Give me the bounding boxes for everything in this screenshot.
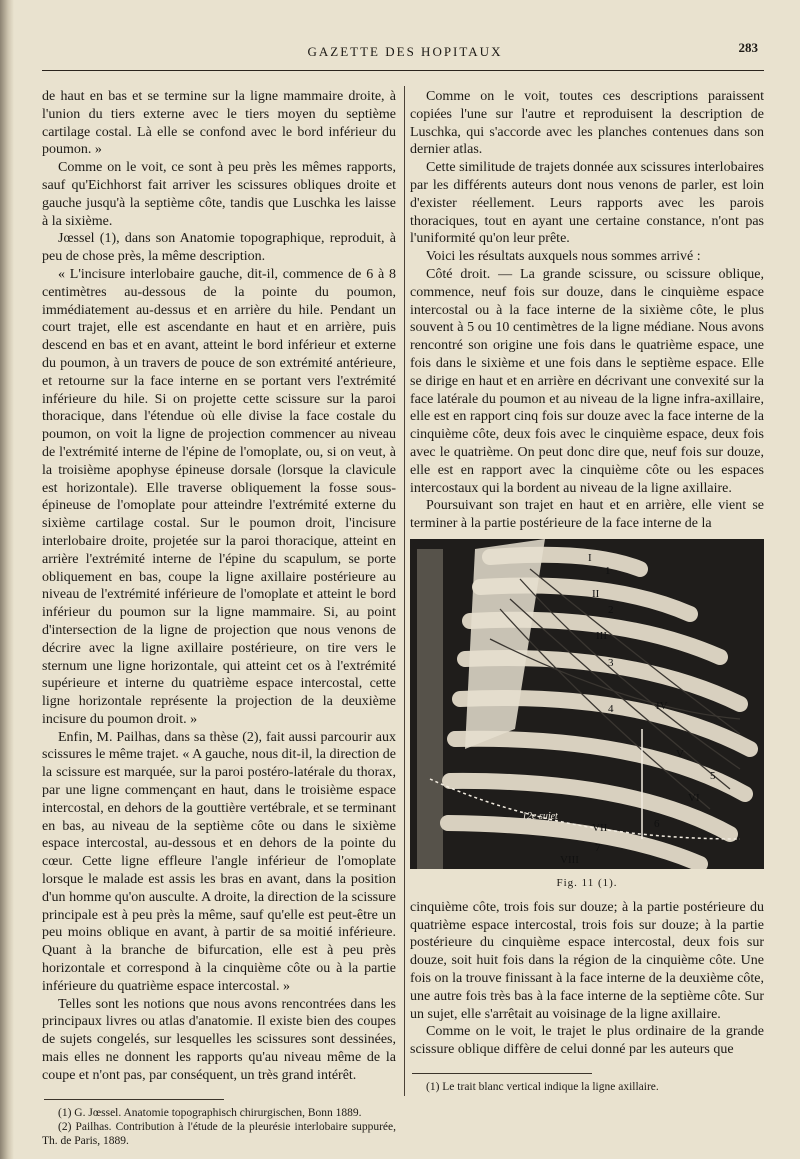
figure-caption: Fig. 11 (1).	[556, 876, 618, 889]
paragraph: de haut en bas et se termine sur la ligne mammaire droite, à l'union du tiers externe avec le tiers moyen du septième cartilage costal. Là elle se confond avec le bord inférieur du poumon. »	[42, 89, 396, 158]
figure-label: I	[588, 551, 592, 564]
rib-cage-engraving	[410, 539, 764, 869]
figure-label: 4	[608, 702, 614, 715]
footnote: (1) G. Jœssel. Anatomie topographisch chirurgischen, Bonn 1889.	[58, 1106, 362, 1119]
figure-label: 5	[710, 769, 716, 782]
paragraph: Voici les résultats auxquels nous sommes arrivé :	[426, 249, 701, 265]
figure-label: 2	[608, 603, 614, 616]
paragraph: cinquième côte, trois fois sur douze; à la partie postérieure du quatrième espace intercostal, trois fois sur douze; à la partie postérieure du cinquième espace intercostal, deux fois sur douze, soit huit fois dans la région de la cinquième côte. Une fois on la trouve finissant à la face interne de la deuxième côte, une autre fois très bas à la face interne de la septième côte. Sur un sujet, elle s'arrêtait au voisinage de la ligne axillaire.	[410, 899, 764, 1022]
figure-label: VI	[688, 791, 700, 804]
figure-label: 1	[605, 564, 611, 577]
figure-label: V	[676, 747, 684, 760]
running-title: GAZETTE DES HOPITAUX	[307, 44, 503, 59]
page-header	[40, 40, 770, 64]
figure-label: 3	[608, 656, 614, 669]
figure-label: 7	[595, 841, 601, 854]
paragraph: Comme on le voit, le trajet le plus ordinaire de la grande scissure oblique diffère de celui donné par les auteurs que	[410, 1024, 764, 1058]
header-rule	[42, 70, 764, 71]
figure-label: VIII	[560, 853, 579, 866]
paragraph: Côté droit. — La grande scissure, ou scissure oblique, commence, neuf fois sur douze, dans le cinquième espace intercostal ou à la face interne de la sixième côte, le plus souvent à 5 ou 10 centimètres de la ligne médiane. Nous avons rencontré son origine une fois dans le quatrième espace, une fois dans le sixième et une fois dans le septième espace. Elle se dirige en haut et en arrière en décrivant une convexité sur la face latérale du poumon et au niveau de la ligne infra-axillaire, elle est en rapport cinq fois sur douze avec la face interne de la cinquième côte, deux fois avec le cinquième espace, deux fois avec le quatrième. On peut donc dire que, neuf fois sur douze, elle est en rapport avec la cinquième côte ou les espaces intercostaux qui la bordent au niveau de la ligne axillaire.	[410, 266, 764, 496]
paragraph: Telles sont les notions que nous avons rencontrées dans les principaux livres ou atlas d'anatomie. Il existe bien des coupes de sujets congelés, sur lesquelles les scissures sont dessinées, mais elles ne donnent les rapports qu'au niveau même de la coupe et n'ont pas, par conséquent, un très grand intérêt.	[42, 996, 396, 1083]
footnote: (1) Le trait blanc vertical indique la ligne axillaire.	[426, 1080, 659, 1093]
column-divider	[404, 86, 405, 1096]
page-number: 283	[738, 40, 758, 55]
anatomical-figure	[410, 539, 764, 893]
figure-label: 12e sujet	[522, 810, 558, 822]
rib-cage-illustration	[410, 539, 764, 869]
footnote: (2) Pailhas. Contribution à l'étude de la pleurésie interlobaire suppurée, Th. de Paris, 1889.	[42, 1120, 396, 1147]
paragraph: Enfin, M. Pailhas, dans sa thèse (2), fait aussi parcourir aux scissures le même trajet. « A gauche, nous dit-il, la direction de la scissure est marquée, sur la paroi postéro-latérale du thorax, par une ligne commençant en haut, dans le troisième espace intercostal, en dehors de la gouttière vertébrale, et se terminant en bas, au niveau de la septième côte ou dans le sixième espace intercostal, au-dessous et en dehors de la pointe du cœur. Cette ligne effleure l'angle inférieur de l'omoplate lorsque le malade est assis les bras en avant, dans la position d'un homme qu'on ausculte. A droite, la direction de la scissure principale est à peu près la même, sauf qu'elle est peut-être un peu moins oblique en avant, à partir de sa moitié inférieure. Quant à la branche de bifurcation, elle est à peu près horizontale et correspond à la cinquième côte ou à la partie inférieure du quatrième espace intercostal. »	[42, 729, 396, 994]
paragraph: Poursuivant son trajet en haut et en arrière, elle vient se terminer à la partie postérieure de la face interne de la	[410, 498, 764, 532]
paragraph: Jœssel (1), dans son Anatomie topographique, reproduit, à peu de chose près, la même description.	[42, 231, 396, 265]
figure-label: III	[596, 629, 607, 642]
figure-label: II	[592, 587, 600, 600]
paragraph: Comme on le voit, ce sont à peu près les mêmes rapports, sauf qu'Eichhorst fait arriver les scissures obliques droite et gauche jusqu'à la septième côte, tandis que Luschka les laisse à la sixième.	[42, 160, 396, 229]
paragraph: Cette similitude de trajets donnée aux scissures interlobaires par les différents auteurs dont nous venons de parler, est loin d'exister réellement. Leurs rapports avec les parois thoraciques, tout en ayant une certaine constance, n'ont pas l'uniformité qu'on leur prête.	[410, 160, 764, 247]
figure-label: 6	[654, 817, 660, 830]
left-column	[42, 88, 396, 1148]
page-binding-edge	[0, 0, 14, 1159]
right-column	[410, 88, 764, 1094]
figure-label: IV	[656, 699, 668, 712]
paragraph: Comme on le voit, toutes ces descriptions paraissent copiées l'une sur l'autre et reproduisent la description de Luschka, qui s'accorde avec les planches contenues dans son dernier atlas.	[410, 89, 764, 158]
paragraph: « L'incisure interlobaire gauche, dit-il, commence de 6 à 8 centimètres au-dessous de la pointe du poumon, immédiatement au-dessus et en arrière du hile. Pendant un court trajet, elle est ascendante en haut et en arrière, puis descend en bas et en avant, atteint le bord inférieur et externe du poumon, à un travers de pouce de son extrémité antérieure, et retourne sur la face interne en se portant vers l'extrémité inférieure du hile. Si on projette cette scissure sur la paroi thoracique, dans l'étendue où elle divise la face costale du poumon, on voit la ligne de projection commencer au niveau de l'extrémité interne de l'épine de l'omoplate, ou, si on veut, à la troisième apophyse épineuse dorsale (lorsque la clavicule est horizontale). Elle traverse obliquement la fosse sous-épineuse de l'omoplate pour atteindre l'extrémité externe du sixième cartilage costal. Sur le poumon droit, l'incisure interlobaire droite, projetée sur la paroi thoracique, atteint en arrière l'extrémité interne de l'épine du scapulum, se porte obliquement en bas, coupe la ligne axillaire postérieure au niveau de l'extrémité inférieure de l'omoplate et atteint le bord inférieur du poumon sur la ligne mammaire. Si, au point d'intersection de la ligne de projection que nous venons de décrire avec la ligne axillaire postérieure, on tire vers le sternum une ligne horizontale, qui atteint cet os à l'extrémité supérieure et interne du quatrième espace intercostal, cette ligne horizontale représente la projection de la deuxième incisure du poumon droit. »	[42, 266, 396, 727]
figure-label: VII	[592, 821, 608, 834]
footnote-rule	[44, 1099, 224, 1100]
footnote-rule	[412, 1073, 592, 1074]
